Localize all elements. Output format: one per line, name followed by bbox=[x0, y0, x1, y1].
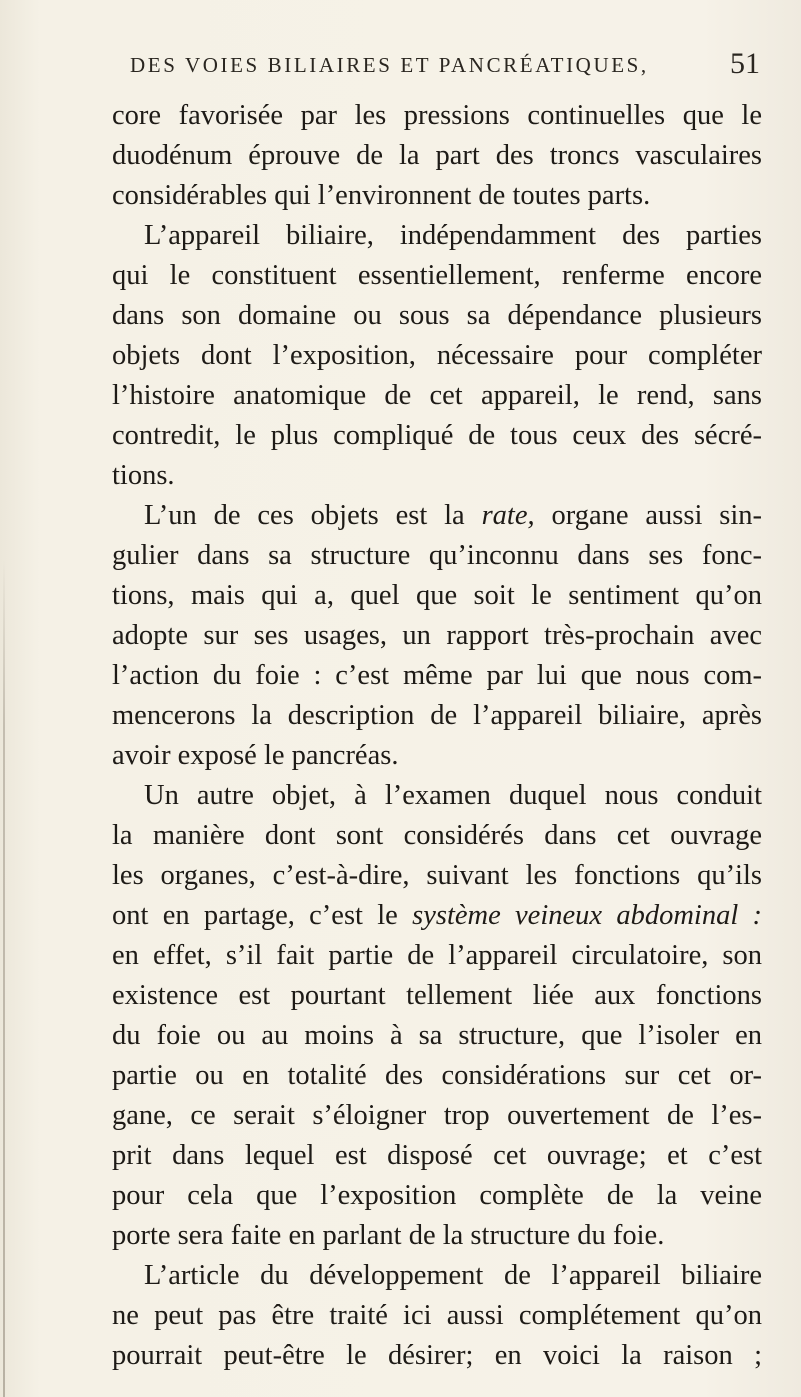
paragraph-first-line: L’article du développement de l’appareil biliaire bbox=[144, 1260, 762, 1291]
text-line: adopte sur ses usages, un rapport très-prochain avec bbox=[112, 620, 762, 651]
text-segment: organe aussi sin- bbox=[551, 500, 763, 531]
paragraph-first-line bbox=[144, 496, 762, 536]
paragraph-first-line: L’appareil biliaire, indépendamment des parties bbox=[144, 220, 762, 251]
text-line: dans son domaine ou sous sa dépendance plusieurs bbox=[112, 300, 762, 331]
text-line: l’histoire anatomique de cet appareil, le rend, sans bbox=[112, 380, 762, 411]
text-line: core favorisée par les pressions continuelles que le bbox=[112, 100, 762, 131]
text-line bbox=[112, 896, 762, 936]
text-line: la manière dont sont considérés dans cet ouvrage bbox=[112, 820, 762, 851]
italic-term: système veineux abdominal : bbox=[412, 900, 763, 931]
text-line: gulier dans sa structure qu’inconnu dans ses fonc- bbox=[112, 540, 762, 571]
text-line: existence est pourtant tellement liée aux fonctions bbox=[112, 980, 762, 1011]
text-line: objets dont l’exposition, nécessaire pour compléter bbox=[112, 340, 762, 371]
running-title: DES VOIES BILIAIRES ET PANCRÉATIQUES, bbox=[130, 53, 649, 77]
text-line: l’action du foie : c’est même par lui que nous com- bbox=[112, 660, 762, 691]
text-line: en effet, s’il fait partie de l’appareil circulatoire, son bbox=[112, 940, 762, 971]
text-line: mencerons la description de l’appareil biliaire, après bbox=[112, 700, 762, 731]
text-line: porte sera faite en parlant de la structure du foie. bbox=[112, 1220, 665, 1251]
text-line: gane, ce serait s’éloigner trop ouvertement de l’es- bbox=[112, 1100, 762, 1131]
text-line: ne peut pas être traité ici aussi complétement qu’on bbox=[112, 1300, 762, 1331]
paragraph-first-line: Un autre objet, à l’examen duquel nous conduit bbox=[144, 780, 762, 811]
text-line: partie ou en totalité des considérations sur cet or- bbox=[112, 1060, 762, 1091]
text-line: qui le constituent essentiellement, renferme encore bbox=[112, 260, 762, 291]
text-line: les organes, c’est-à-dire, suivant les fonctions qu’ils bbox=[112, 860, 762, 891]
text-line: du foie ou au moins à sa structure, que l’isoler en bbox=[112, 1020, 762, 1051]
text-line: tions. bbox=[112, 460, 175, 491]
page-number: 51 bbox=[730, 47, 760, 80]
text-segment: ont en partage, c’est le bbox=[112, 900, 398, 931]
text-line: contredit, le plus compliqué de tous ceux des sécré- bbox=[112, 420, 762, 451]
text-line: considérables qui l’environnent de toutes parts. bbox=[112, 180, 651, 211]
text-line: duodénum éprouve de la part des troncs vasculaires bbox=[112, 140, 762, 171]
text-line: prit dans lequel est disposé cet ouvrage; et c’est bbox=[112, 1140, 762, 1171]
text-line: pourrait peut-être le désirer; en voici la raison ; bbox=[112, 1340, 762, 1371]
text-segment: L’un de ces objets est la bbox=[144, 500, 465, 531]
text-line: pour cela que l’exposition complète de la veine bbox=[112, 1180, 762, 1211]
italic-term: rate, bbox=[481, 500, 535, 531]
text-line: avoir exposé le pancréas. bbox=[112, 740, 399, 771]
page-header bbox=[130, 47, 760, 87]
text-line: tions, mais qui a, quel que soit le sentiment qu’on bbox=[112, 580, 762, 611]
page-gutter-shadow bbox=[3, 560, 5, 1397]
